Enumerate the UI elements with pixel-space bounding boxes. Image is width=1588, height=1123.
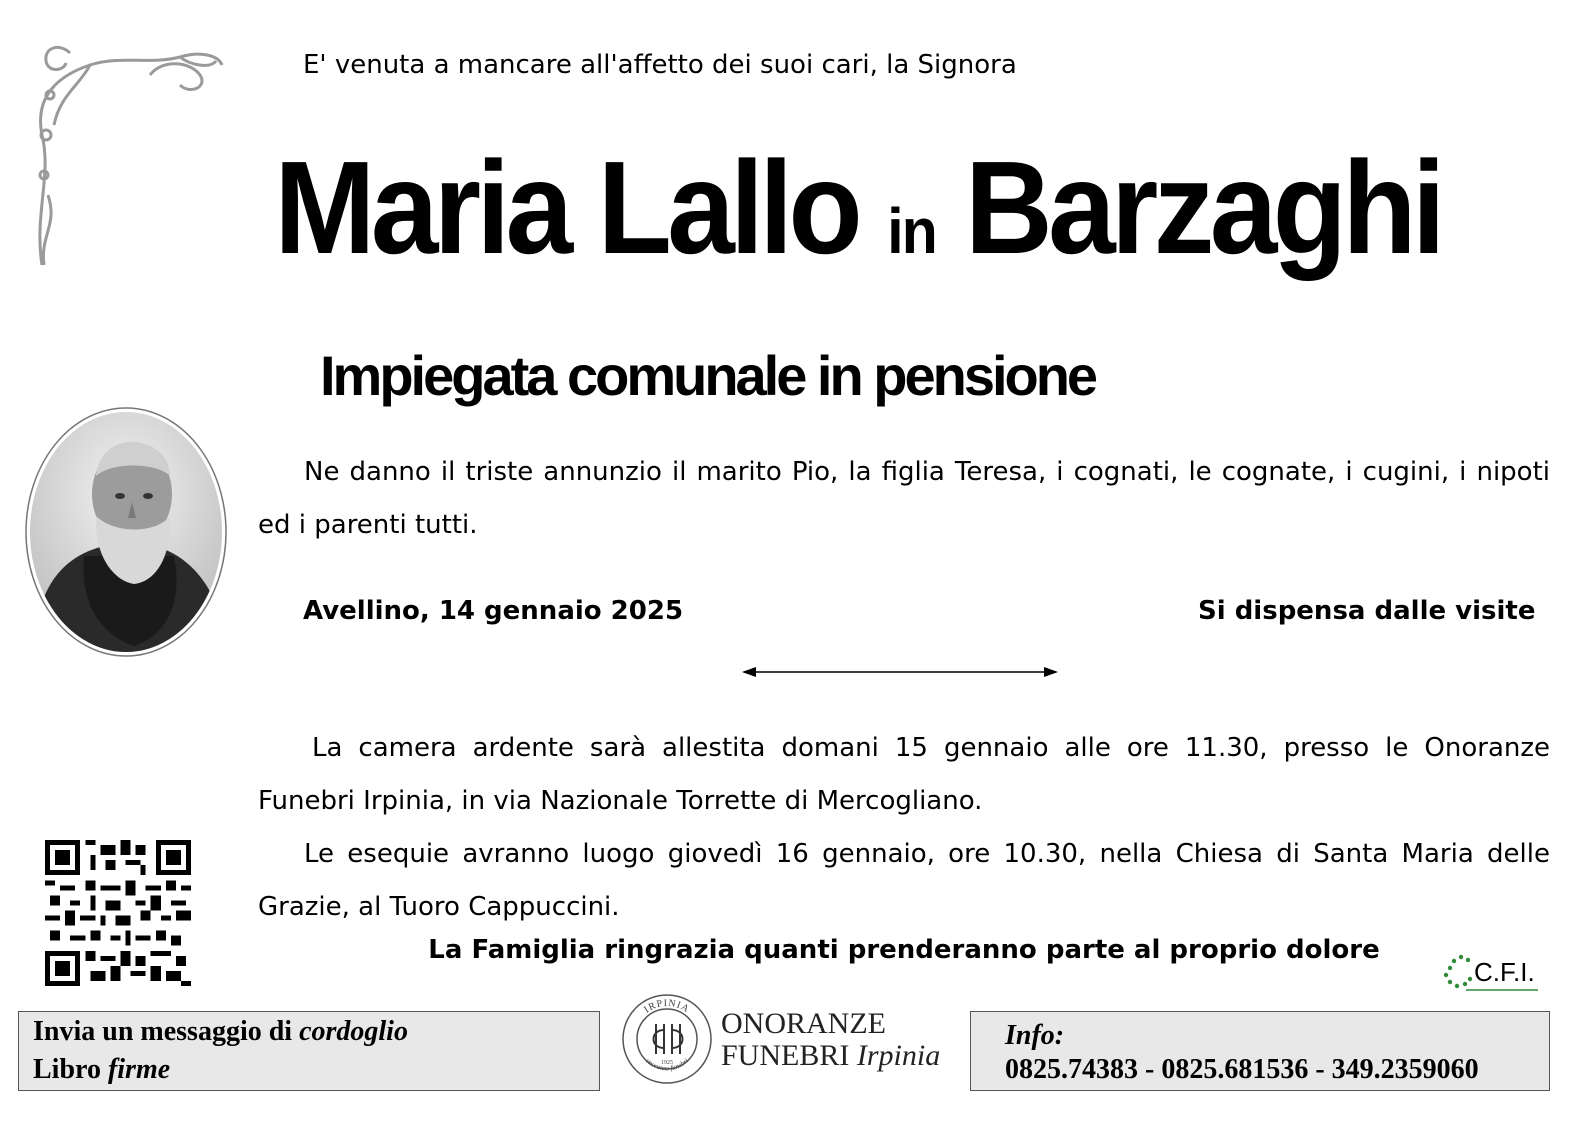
announcement xyxy=(258,446,1550,552)
arrow-divider xyxy=(740,660,1060,684)
svg-text:C.F.I.: C.F.I. xyxy=(1474,957,1535,987)
profession: Impiegata comunale in pensione xyxy=(320,344,1096,407)
send-condolence-link[interactable] xyxy=(33,1016,408,1048)
no-visits-note: Si dispensa dalle visite xyxy=(1198,596,1536,626)
brand-prefix: FUNEBRI xyxy=(721,1039,850,1072)
wake-text: La camera ardente sarà allestita domani 15 gennaio alle ore 11.30, presso le Onoranze Funebri Irpinia, in via Nazionale Torrette di Mercogliano. xyxy=(258,733,1550,816)
brand-emphasis: Irpinia xyxy=(856,1039,941,1072)
service-text: Le esequie avranno luogo giovedì 16 gennaio, ore 10.30, nella Chiesa di Santa Maria delle Grazie, al Tuoro Cappuccini. xyxy=(258,839,1550,922)
brand-line-2 xyxy=(721,1039,940,1073)
message-emphasis: cordoglio xyxy=(299,1016,408,1047)
message-prefix: Invia un messaggio di xyxy=(33,1016,293,1047)
cfi-logo xyxy=(1442,950,1542,998)
book-prefix: Libro xyxy=(33,1054,101,1085)
phone-numbers[interactable]: 0825.74383 - 0825.681536 - 349.2359060 xyxy=(1005,1054,1479,1085)
svg-text:onoranze funebri: onoranze funebri xyxy=(643,1056,691,1073)
first-name: Maria Lallo xyxy=(274,134,859,281)
guestbook-link[interactable] xyxy=(33,1054,170,1086)
info-box xyxy=(970,1011,1550,1091)
book-emphasis: firme xyxy=(107,1054,171,1085)
funeral-details xyxy=(258,722,1550,934)
deceased-name xyxy=(72,128,1533,311)
info-label: Info: xyxy=(1005,1020,1065,1051)
intro-text: E' venuta a mancare all'affetto dei suoi cari, la Signora xyxy=(303,50,1017,80)
thanks-line: La Famiglia ringrazia quanti prenderanno parte al proprio dolore xyxy=(428,935,1380,965)
place-date: Avellino, 14 gennaio 2025 xyxy=(303,596,684,626)
condolence-box[interactable] xyxy=(18,1011,600,1091)
svg-text:1925: 1925 xyxy=(661,1060,673,1066)
portrait-photo xyxy=(24,406,228,658)
name-connector: in xyxy=(887,195,936,267)
announcement-text: Ne danno il triste annunzio il marito Pio, la figlia Teresa, i cognati, le cognate, i cugini, i nipoti ed i parenti tutti. xyxy=(258,457,1550,540)
married-name: Barzaghi xyxy=(965,134,1442,281)
brand-line-1: ONORANZE xyxy=(721,1007,886,1040)
funeral-home-logo xyxy=(618,990,716,1088)
svg-text:IRPINIA: IRPINIA xyxy=(642,997,692,1016)
